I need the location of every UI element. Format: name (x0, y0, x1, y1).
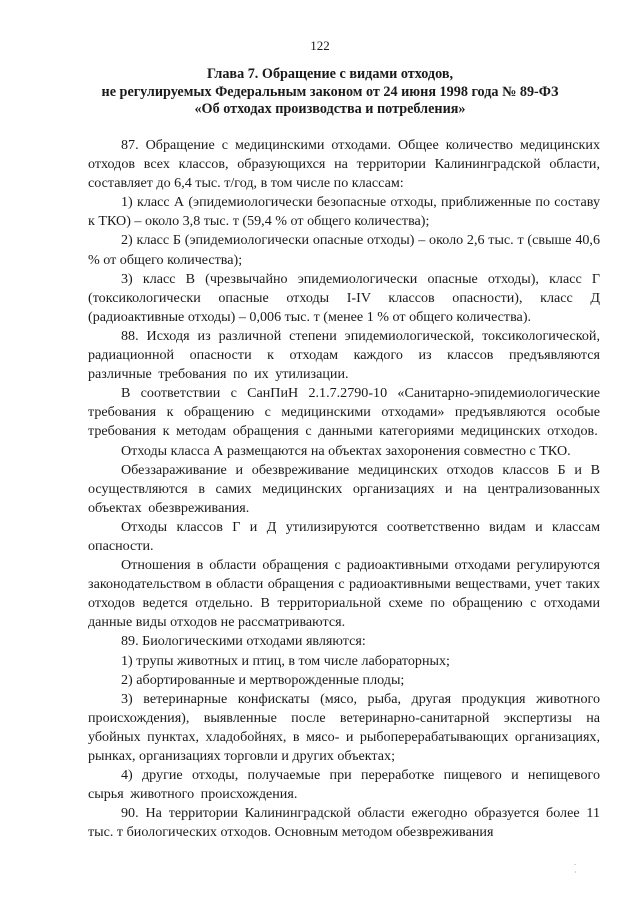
paragraph-sanpin: В соответствии с СанПиН 2.1.7.2790-10 «Санитарно-эпидемиологические требования к обращению с медицинскими отходами» предъявляются особые требования к методам обращения с данными категориями медицинских отходов. (88, 385, 600, 440)
paragraph-87: 87. Обращение с медицинскими отходами. Общее количество медицинских отходов всех классов, образующихся на территории Калининградской области, составляет до 6,4 тыс. т/год, в том числе по классам: (88, 137, 600, 192)
paragraph-disinfection: Обеззараживание и обезвреживание медицинских отходов классов Б и В осуществляются в самих медицинских организациях и на централизованных объектах обезвреживания. (88, 461, 600, 516)
list-item-fetuses: 2) абортированные и мертворожденные плоды; (121, 671, 405, 688)
list-item-class-b: 2) класс Б (эпидемиологически опасные отходы) – около 2,6 тыс. т (свыше 40,6 % от общего количества); (88, 232, 600, 268)
list-item-confiscates: 3) ветеринарные конфискаты (мясо, рыба, другая продукция животного происхождения), выявленные после ветеринарно-санитарной экспертизы на убойных пунктах, хладобойнях, в мясо- и рыбоперерабатывающих организациях, рынках, организациях торговли и других объектах; (88, 690, 600, 764)
scan-speck: · (574, 868, 577, 877)
page-number: 122 (310, 38, 330, 53)
chapter-heading (60, 66, 600, 119)
paragraph-class-a-disposal: Отходы класса А размещаются на объектах захоронения совместно с ТКО. (121, 442, 571, 459)
list-item-class-v: 3) класс В (чрезвычайно эпидемиологически опасные отходы), класс Г (токсикологически опасные отходы I-IV классов опасности), класс Д (радиоактивные отходы) – 0,006 тыс. т (менее 1 % от общего количества). (88, 270, 600, 325)
paragraph-radioactive: Отношения в области обращения с радиоактивными отходами регулируются законодательством в области обращения с радиоактивными веществами, учет таких отходов ведется отдельно. В территориальной схеме по обращению с отходами данные виды отходов не рассматриваются. (88, 557, 600, 631)
paragraph-90: 90. На территории Калининградской области ежегодно образуется более 11 тыс. т биологических отходов. Основным методом обезвреживания (88, 805, 600, 841)
paragraph-88: 88. Исходя из различной степени эпидемиологической, токсикологической, радиационной опасности к отходам каждого из классов предъявляются различные требования по их утилизации. (88, 327, 600, 383)
document-body (88, 136, 600, 842)
list-item-carcasses: 1) трупы животных и птиц, в том числе лабораторных; (121, 652, 450, 669)
scan-speck: . (574, 858, 576, 867)
chapter-heading-line-3: «Об отходах производства и потребления» (194, 101, 466, 117)
paragraph-89: 89. Биологическими отходами являются: (121, 633, 366, 650)
list-item-other-waste: 4) другие отходы, получаемые при переработке пищевого и непищевого сырья животного происхождения. (88, 767, 600, 803)
list-item-class-a: 1) класс А (эпидемиологически безопасные отходы, приближенные по составу к ТКО) – около 3,8 тыс. т (59,4 % от общего количества); (88, 194, 600, 230)
paragraph-class-g-d: Отходы классов Г и Д утилизируются соответственно видам и классам опасности. (88, 518, 600, 554)
chapter-heading-line-1: Глава 7. Обращение с видами отходов, (206, 66, 454, 82)
chapter-heading-line-2: не регулируемых Федеральным законом от 24 июня 1998 года № 89-ФЗ (101, 83, 559, 100)
